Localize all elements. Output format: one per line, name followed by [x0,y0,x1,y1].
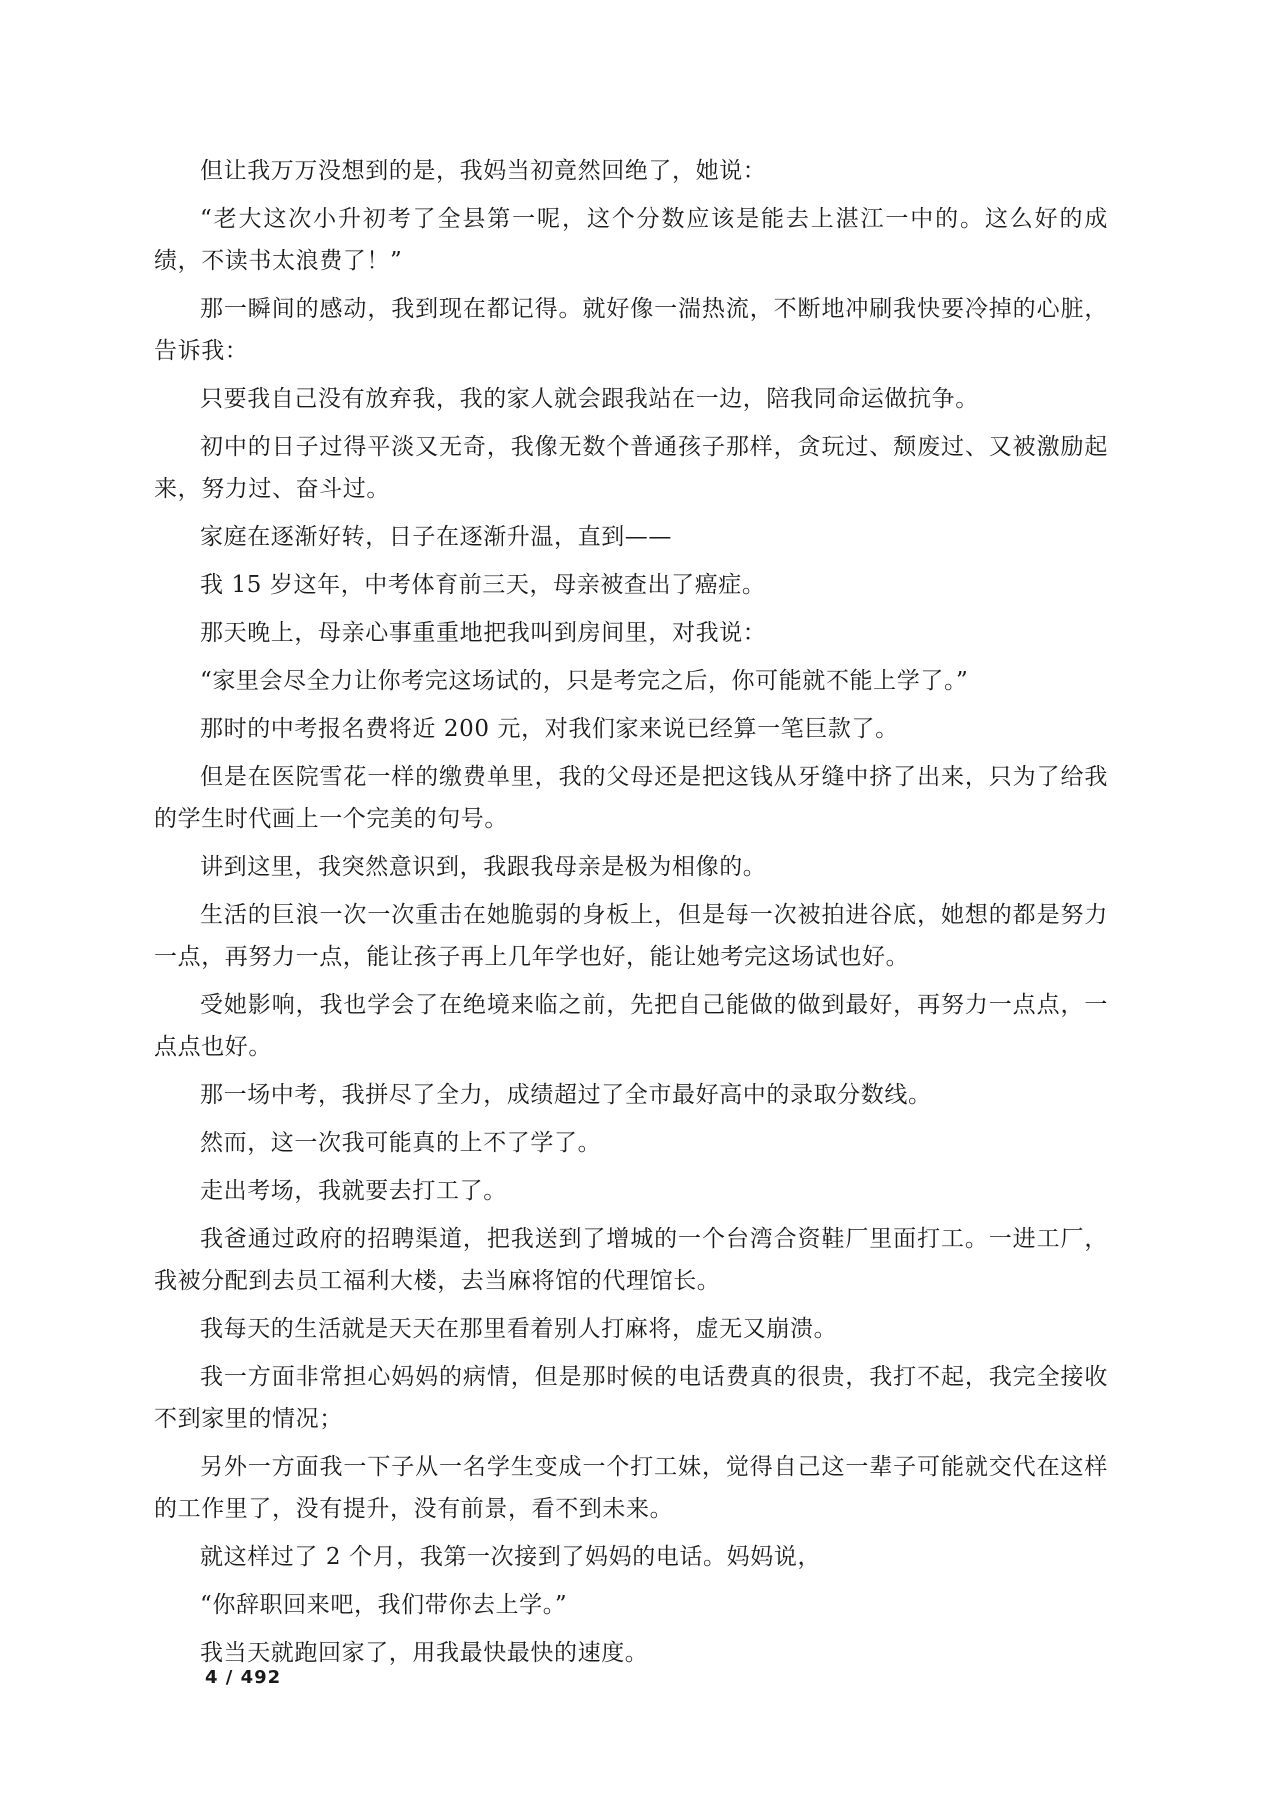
paragraph: 我一方面非常担心妈妈的病情，但是那时候的电话费真的很贵，我打不起，我完全接收不到家里的情况； [154,1364,1108,1432]
paragraph: 就这样过了 2 个月，我第一次接到了妈妈的电话。妈妈说， [200,1544,822,1570]
paragraph: 讲到这里，我突然意识到，我跟我母亲是极为相像的。 [200,854,767,880]
page-number: 4 / 492 [205,1667,282,1688]
paragraph: 初中的日子过得平淡又无奇，我像无数个普通孩子那样，贪玩过、颓废过、又被激励起来，努力过、奋斗过。 [154,434,1108,502]
paragraph: 家庭在逐渐好转，日子在逐渐升温，直到—— [200,524,672,550]
paragraph: 走出考场，我就要去打工了。 [200,1178,507,1204]
paragraph: 我每天的生活就是天天在那里看着别人打麻将，虚无又崩溃。 [200,1316,838,1342]
paragraph: 但让我万万没想到的是，我妈当初竟然回绝了，她说： [200,158,767,184]
paragraph: 但是在医院雪花一样的缴费单里，我的父母还是把这钱从牙缝中挤了出来，只为了给我的学生时代画上一个完美的句号。 [154,764,1108,832]
paragraph: 我爸通过政府的招聘渠道，把我送到了增城的一个台湾合资鞋厂里面打工。一进工厂，我被分配到去员工福利大楼，去当麻将馆的代理馆长。 [154,1226,1108,1294]
paragraph: “你辞职回来吧，我们带你去上学。” [200,1592,568,1618]
paragraph: 受她影响，我也学会了在绝境来临之前，先把自己能做的做到最好，再努力一点点，一点点也好。 [154,992,1108,1060]
paragraph: 然而，这一次我可能真的上不了学了。 [200,1130,602,1156]
paragraph: 那一场中考，我拼尽了全力，成绩超过了全市最好高中的录取分数线。 [200,1082,932,1108]
paragraph: 生活的巨浪一次一次重击在她脆弱的身板上，但是每一次被拍进谷底，她想的都是努力一点，再努力一点，能让孩子再上几年学也好，能让她考完这场试也好。 [154,902,1108,970]
paragraph: 只要我自己没有放弃我，我的家人就会跟我站在一边，陪我同命运做抗争。 [200,386,979,412]
paragraph: 那天晚上，母亲心事重重地把我叫到房间里，对我说： [200,620,767,646]
paragraph: 我当天就跑回家了，用我最快最快的速度。 [200,1640,649,1666]
paragraph: 那时的中考报名费将近 200 元，对我们家来说已经算一笔巨款了。 [200,716,899,742]
paragraph: 那一瞬间的感动，我到现在都记得。就好像一湍热流，不断地冲刷我快要冷掉的心脏，告诉我： [154,296,1108,364]
paragraph: 另外一方面我一下子从一名学生变成一个打工妹，觉得自己这一辈子可能就交代在这样的工作里了，没有提升，没有前景，看不到未来。 [154,1454,1108,1522]
body-text [154,150,1108,1680]
paragraph: “老大这次小升初考了全县第一呢，这个分数应该是能去上湛江一中的。这么好的成绩，不读书太浪费了！” [154,206,1108,274]
paragraph: “家里会尽全力让你考完这场试的，只是考完之后，你可能就不能上学了。” [200,668,969,694]
paragraph: 我 15 岁这年，中考体育前三天，母亲被查出了癌症。 [200,572,766,598]
